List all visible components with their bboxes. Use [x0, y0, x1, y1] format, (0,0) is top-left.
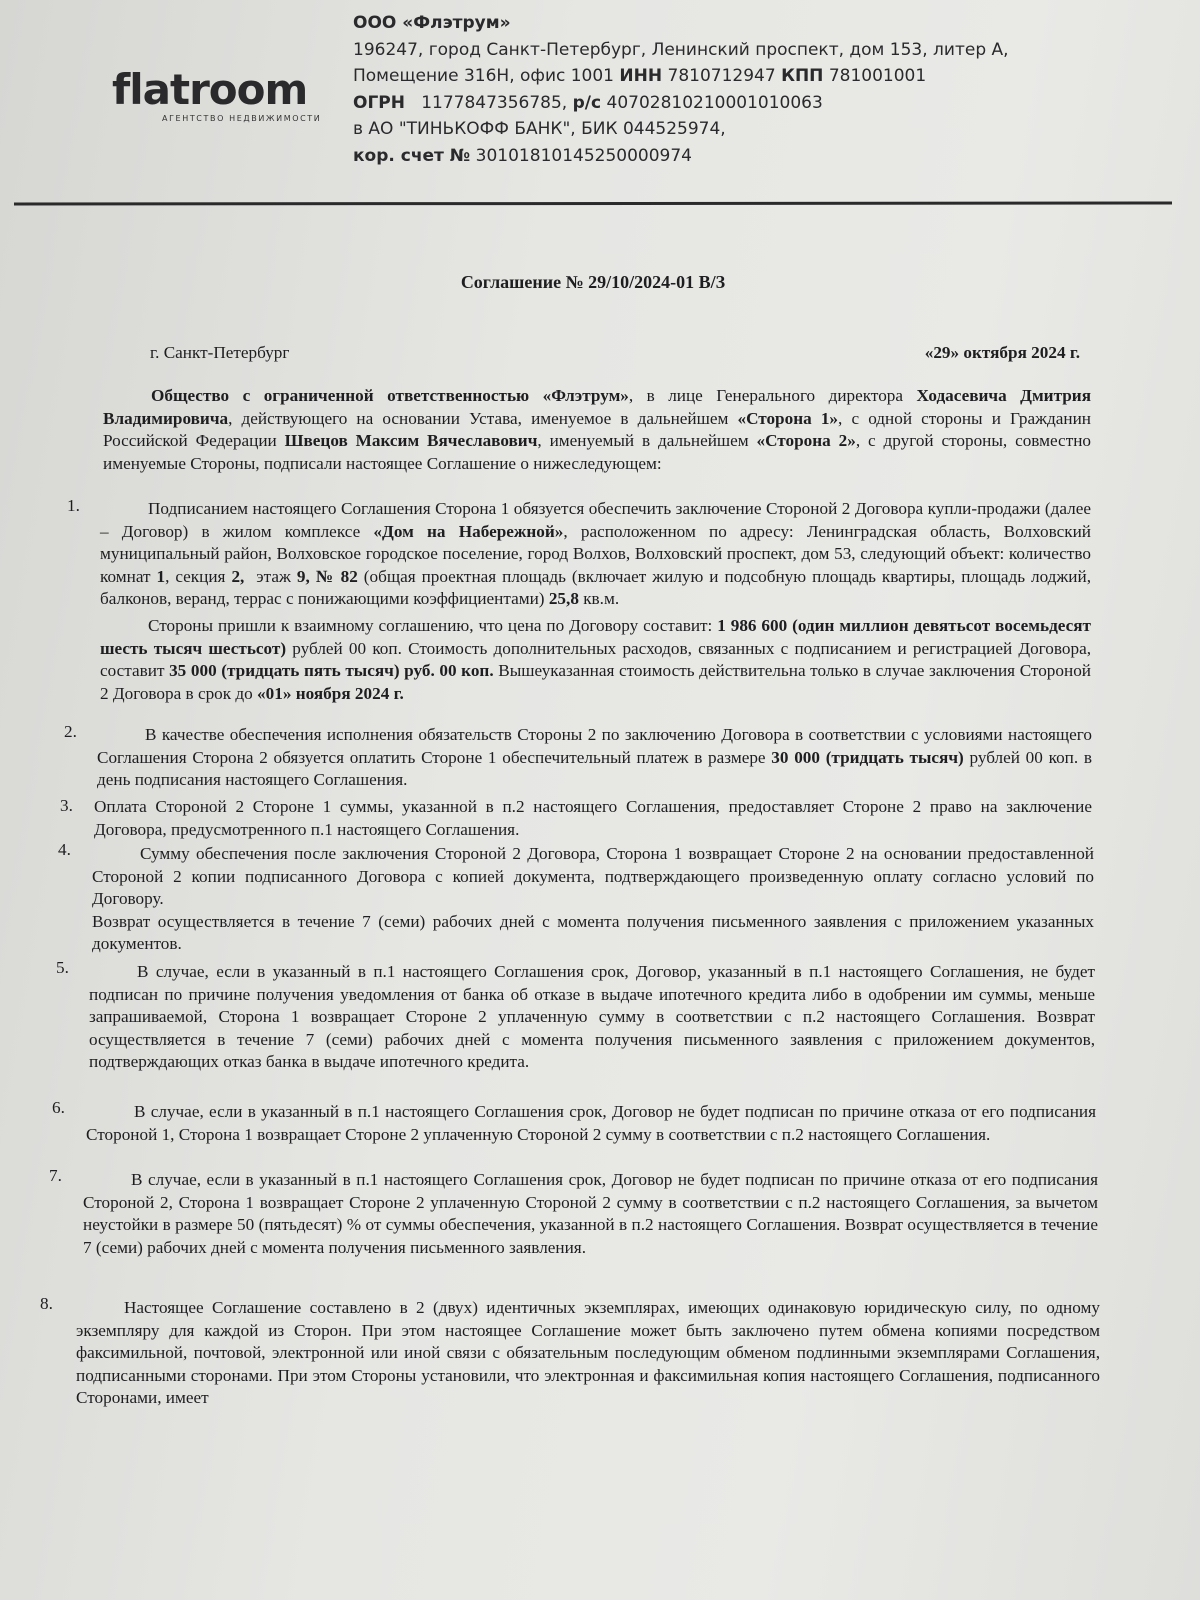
- clause-3: Оплата Стороной 2 Стороне 1 суммы, указанной в п.2 настоящего Соглашения, предоставляет Стороне 2 право на заключение Договора, предусмотренного п.1 настоящего Соглашения.: [94, 797, 1092, 839]
- clause-8: Настоящее Соглашение составлено в 2 (двух) идентичных экземплярах, имеющих одинаковую юридическую силу, по одному экземпляру для каждой из Сторон. При этом настоящее Соглашение может быть заключено путем обмена копиями посредством факсимильной, почтовой, электронной или иной связи с обязательным последующим обменом подлинными экземплярами Соглашения, подписанными сторонами. При этом Стороны установили, что электронная и факсимильная копия настоящего Соглашения, подписанного Сторонами, имеет: [76, 1298, 1100, 1408]
- company-address-1: 196247, город Санкт-Петербург, Ленинский проспект, дом 153, литер А,: [353, 39, 1009, 60]
- clause-8-number: 8.: [40, 1294, 53, 1313]
- company-address-2: Помещение 316Н, офис 1001 ИНН 7810712947 КПП 781001001: [353, 66, 927, 86]
- company-logo: [112, 65, 322, 123]
- clause-6: В случае, если в указанный в п.1 настоящего Соглашения срок, Договор не будет подписан по причине отказа от его подписания Стороной 1, Сторона 1 возвращает Стороне 2 уплаченную Стороной 2 сумму в соответствии с п.2 настоящего Соглашения.: [86, 1102, 1096, 1144]
- clause-5-number: 5.: [56, 958, 69, 977]
- company-bank: в АО "ТИНЬКОФФ БАНК", БИК 044525974,: [353, 119, 726, 139]
- intro-paragraph: Общество с ограниченной ответственностью «Флэтрум», в лице Генерального директора Ходасевича Дмитрия Владимировича, действующего на основании Устава, именуемое в дальнейшем «Сторона 1», с одной стороны и Гражданин Российской Федерации Швецов Максим Вячеславович, именуемый в дальнейшем «Сторона 2», с другой стороны, совместно именуемые Стороны, подписали настоящее Соглашение о нижеследующем:: [103, 386, 1091, 473]
- clause-4: Сумму обеспечения после заключения Стороной 2 Договора, Сторона 1 возвращает Стороне 2 на основании предоставленной Стороной 2 копии подписанного Договора с копией документа, подтверждающего произведенную оплату согласно условий по Договору. Возврат осуществляется в течение 7 (семи) рабочих дней с момента получения письменного заявления с приложением указанных документов.: [92, 844, 1094, 954]
- company-name: ООО «Флэтрум»: [353, 13, 511, 33]
- clause-1-price: Стороны пришли к взаимному соглашению, что цена по Договору составит: 1 986 600 (один миллион девятьсот восемьдесят шесть тысяч шестьсот) рублей 00 коп. Стоимость дополнительных расходов, связанных с подписанием и регистрацией Договора, составит 35 000 (тридцать пять тысяч) руб. 00 коп. Вышеуказанная стоимость действительна только в случае заключения Стороной 2 Договора в срок до «01» ноября 2024 г.: [100, 615, 1092, 703]
- clause-2-number: 2.: [64, 722, 77, 741]
- clause-5: В случае, если в указанный в п.1 настоящего Соглашения срок, Договор, указанный в п.1 настоящего Соглашения, не будет подписан по причине получения уведомления от банка об отказе в выдаче ипотечного кредита либо в одобрении им суммы, меньше запрашиваемой, Сторона 1 возвращает Стороне 2 уплаченную сумму в соответствии с п.2 настоящего Соглашения. Возврат осуществляется в течение 7 (семи) рабочих дней с момента получения письменного заявления с приложением документов, подтверждающих отказ банка в выдаче ипотечного кредита.: [89, 962, 1095, 1072]
- clause-1: Подписанием настоящего Соглашения Сторона 1 обязуется обеспечить заключение Стороной 2 Договора купли-продажи (далее – Договор) в жилом комплексе «Дом на Набережной», расположенном по адресу: Ленинградская область, Волховский муниципальный район, Волховское городское поселение, город Волхов, Волховский проспект, дом 53, следующий объект: количество комнат 1, секция 2, этаж 9, № 82 (общая проектная площадь (включает жилую и подсобную площадь квартиры, площадь лоджий, балконов, веранд, террас с понижающими коэффициентами) 25,8 кв.м. Стороны пришли к взаимному соглашению, что цена по Договору составит: 1 986 600 (один миллион девятьсот восемьдесят шесть тысяч шестьсот) рублей 00 коп. Стоимость дополнительных расходов, связанных с подписанием и регистрацией Договора, составит 35 000 (тридцать пять тысяч) руб. 00 коп. Вышеуказанная стоимость действительна только в случае заключения Стороной 2 Договора в срок до «01» ноября 2024 г.: [100, 498, 1091, 705]
- clause-6-number: 6.: [52, 1098, 65, 1117]
- clause-4-number: 4.: [58, 840, 71, 859]
- logo-tagline: АГЕНТСТВО НЕДВИЖИМОСТИ: [162, 114, 322, 123]
- clause-1-number: 1.: [67, 496, 80, 515]
- company-details: [353, 10, 1113, 169]
- clause-3-number: 3.: [60, 796, 73, 815]
- company-corr-account: кор. счет № 30101810145250000974: [353, 145, 692, 166]
- logo-text: flatroom: [112, 65, 308, 114]
- clause-7-number: 7.: [49, 1166, 62, 1185]
- agreement-city: г. Санкт-Петербург: [150, 343, 290, 362]
- agreement-date: «29» октября 2024 г.: [924, 343, 1080, 362]
- clause-7: В случае, если в указанный в п.1 настоящего Соглашения срок, Договор не будет подписан по причине отказа от его подписания Стороной 2, Сторона 1 возвращает Стороне 2 уплаченную Стороной 2 сумму в соответствии с п.2 настоящего Соглашения, за вычетом неустойки в размере 50 (пятьдесят) % от суммы обеспечения, указанной в п.2 настоящего Соглашения. Возврат осуществляется в течение 7 (семи) рабочих дней с момента получения письменного заявления.: [83, 1170, 1098, 1257]
- company-ogrn: ОГРН 1177847356785, р/с 40702810210001010063: [353, 92, 823, 113]
- header-divider: [14, 201, 1172, 205]
- clause-2: В качестве обеспечения исполнения обязательств Стороны 2 по заключению Договора в соответствии с условиями настоящего Соглашения Сторона 2 обязуется оплатить Стороне 1 обеспечительный платеж в размере 30 000 (тридцать тысяч) рублей 00 коп. в день подписания настоящего Соглашения.: [97, 725, 1092, 790]
- agreement-title: Соглашение № 29/10/2024-01 В/З: [460, 272, 726, 292]
